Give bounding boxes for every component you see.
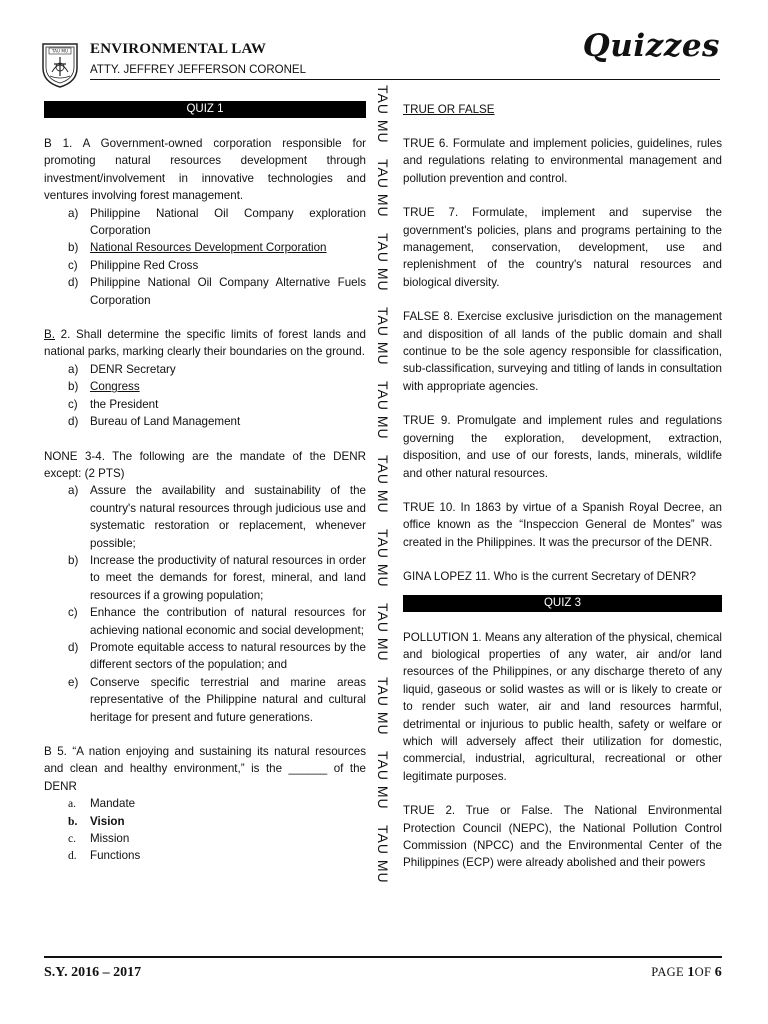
option: c) the President <box>68 397 159 411</box>
question-1: B 1. A Government-owned corporation responsible for promoting natural resources development through investment/involvement in innovative technologies and ventures involving forest management. <box>44 137 366 203</box>
side-stamp-text: TAU MU <box>375 602 391 662</box>
side-stamp <box>371 84 395 884</box>
answer: TRUE <box>403 414 435 428</box>
option: d. Functions <box>68 849 141 863</box>
question-9: TRUE 9. Promulgate and implement rules and regulations governing the exploration, development, extraction, disposition, and use of our forests, lands, minerals, wildlife and other natural resources. <box>403 414 722 480</box>
side-stamp-text: TAU MU <box>375 232 391 292</box>
options-q2 <box>68 361 366 431</box>
question-5: B 5. “A nation enjoying and sustaining its natural resources and clean and healthy environment,” is the ______ of the DENR <box>44 745 366 793</box>
side-stamp-text: TAU MU <box>375 84 391 144</box>
question-2: B. 2. Shall determine the specific limits of forest lands and national parks, marking clearly their boundaries on the ground. <box>44 328 366 359</box>
option: c) Enhance the contribution of natural resources for achieving national economic and social development; <box>68 606 366 637</box>
question-11: GINA LOPEZ 11. Who is the current Secretary of DENR? <box>403 570 696 584</box>
answer: FALSE <box>403 310 440 324</box>
answer: B <box>44 137 52 150</box>
option: a) Assure the availability and sustainability of the country's natural resources through judicious use and systematic restoration or replacement, whenever possible; <box>68 484 366 550</box>
right-column <box>403 101 722 872</box>
answer: TRUE <box>403 137 435 150</box>
answer: POLLUTION <box>403 630 469 644</box>
footer-rule <box>44 956 722 958</box>
answer: B <box>44 745 52 758</box>
option: b) Increase the productivity of natural resources in order to meet the demands for forest, mineral, and land resources if a growing population; <box>68 553 366 602</box>
course-title: ENVIRONMENTAL LAW <box>90 41 267 57</box>
crest-icon <box>40 42 80 88</box>
answer: TRUE <box>403 206 435 220</box>
option: a) DENR Secretary <box>68 362 176 376</box>
quizzes-badge: Quizzes <box>582 28 720 64</box>
side-stamp-text: TAU MU <box>375 380 391 440</box>
quiz1-heading: QUIZ 1 <box>44 101 366 118</box>
option: a) Philippine National Oil Company exploration Corporation <box>68 206 366 238</box>
question-8: FALSE 8. Exercise exclusive jurisdiction on the management and disposition of all lands of the public domain and shall continue to be the sole agency responsible for classification, sub-classification, surveying and titling of lands in consultation with appropriate agencies. <box>403 310 722 393</box>
answer: B. <box>44 328 55 342</box>
left-column <box>44 101 366 865</box>
answer: NONE <box>44 449 78 463</box>
side-stamp-text: TAU MU <box>375 824 391 884</box>
question-6: TRUE 6. Formulate and implement policies, guidelines, rules and regulations relating to environmental management and pollution prevention and control. <box>403 137 722 185</box>
side-stamp-text: TAU MU <box>375 750 391 810</box>
side-stamp-text: TAU MU <box>375 528 391 588</box>
svg-text:TAU MU: TAU MU <box>51 48 69 54</box>
answer: GINA LOPEZ <box>403 570 472 584</box>
quiz3-question-1: POLLUTION 1. Means any alteration of the physical, chemical and biological properties of any water, air and/or land resources of the Philippines, or any discharge thereto of any liquid, gaseous or solid wastes as will or is likely to create or to render such water, air and land resources harmful, detrimental or injurious to public health, safety or welfare or which will adversely affect their utilization for domestic, commercial, industrial, agricultural, recreational or other legitimate purposes. <box>403 630 722 783</box>
header-rule <box>90 79 720 80</box>
options-q1 <box>68 205 366 309</box>
school-year: S.Y. 2016 – 2017 <box>44 965 142 980</box>
options-q3 <box>68 482 366 726</box>
option: d) Philippine National Oil Company Alternative Fuels Corporation <box>68 276 366 307</box>
option-correct: b) Congress <box>68 380 140 394</box>
option: c. Mission <box>68 832 130 846</box>
option: c) Philippine Red Cross <box>68 258 199 272</box>
quiz3-heading: QUIZ 3 <box>403 595 722 612</box>
answer: TRUE <box>403 500 435 514</box>
question-10: TRUE 10. In 1863 by virtue of a Spanish Royal Decree, an office known as the “Inspeccion General de Montes” was created in the Philippines. It was the precursor of the DENR. <box>403 500 722 549</box>
question-3-4: NONE 3-4. The following are the mandate of the DENR except: (2 PTS) <box>44 449 366 480</box>
instructor-name: ATTY. JEFFREY JEFFERSON CORONEL <box>90 64 306 76</box>
option: a. Mandate <box>68 797 136 811</box>
true-false-heading: TRUE OR FALSE <box>403 103 495 116</box>
side-stamp-text: TAU MU <box>375 454 391 514</box>
option: d) Bureau of Land Management <box>68 415 241 429</box>
side-stamp-text: TAU MU <box>375 306 391 366</box>
answer: TRUE <box>403 804 435 818</box>
side-stamp-text: TAU MU <box>375 158 391 218</box>
option: d) Promote equitable access to natural resources by the different sectors of the population; and <box>68 640 366 672</box>
options-q5 <box>68 795 366 865</box>
quiz3-question-2: TRUE 2. True or False. The National Environmental Protection Council (NEPC), the National Pollution Control Commission (NPCC) and the Environmental Center of the Philippines (ECP) were already abolished and their powers <box>403 804 722 870</box>
option-correct: b. Vision <box>68 814 125 828</box>
option: e) Conserve specific terrestrial and marine areas representative of the Philippine natural and cultural heritage for present and future generations. <box>68 675 366 724</box>
side-stamp-text: TAU MU <box>375 676 391 736</box>
question-7: TRUE 7. Formulate, implement and supervise the government's policies, plans and programs pertaining to the management, conservation, development, use and replenishment of the country's natural resources and biological diversity. <box>403 206 722 289</box>
page-footer <box>44 956 722 980</box>
option-correct: b) National Resources Development Corporation <box>68 241 327 255</box>
page-number: PAGE 1OF 6 <box>651 965 722 980</box>
